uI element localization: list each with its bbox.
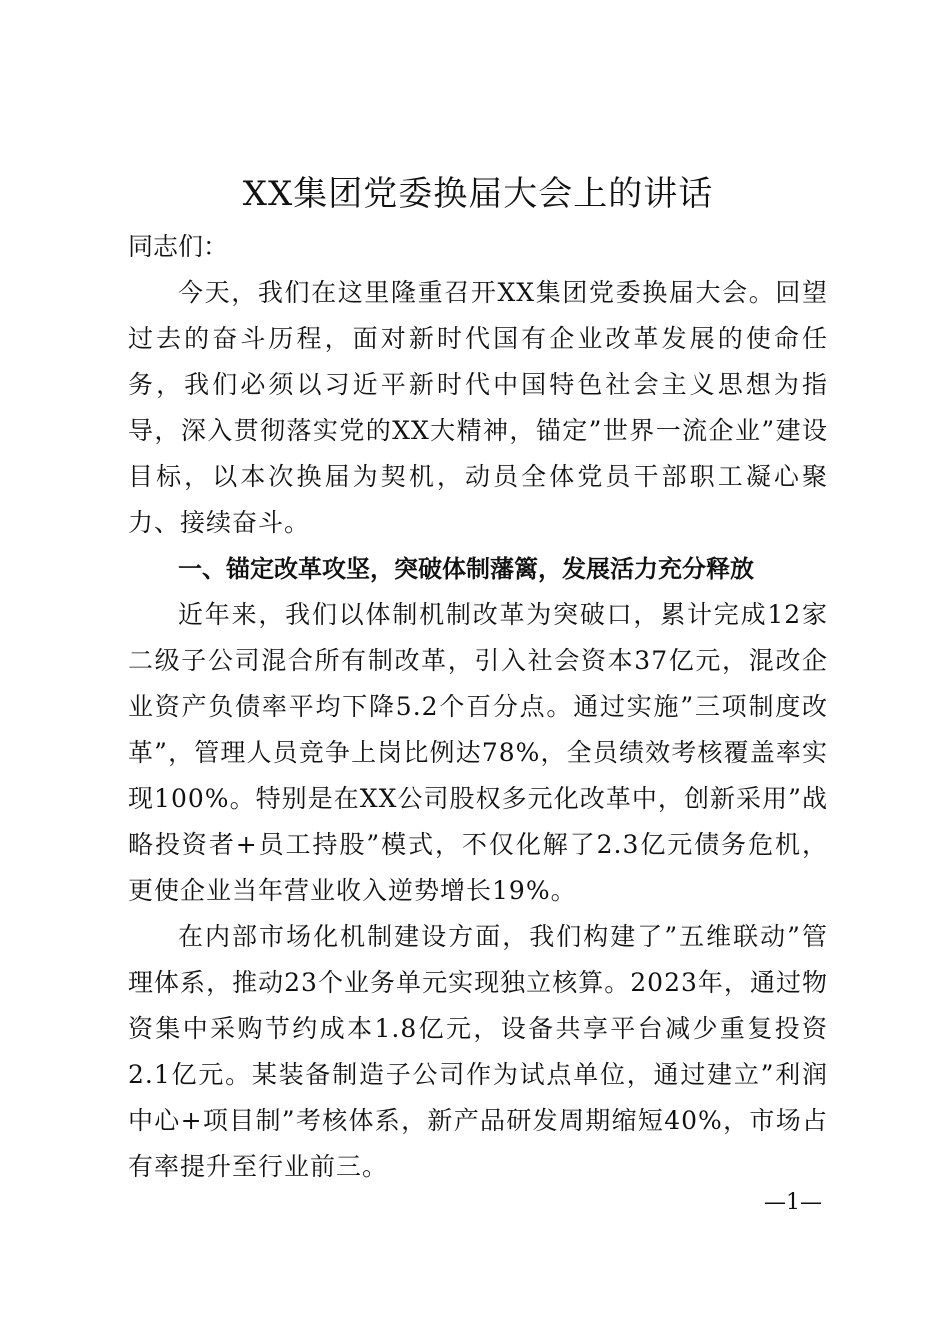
salutation: 同志们：: [128, 232, 229, 261]
section-heading-1: 一、锚定改革攻坚，突破体制藩篱，发展活力充分释放: [178, 555, 754, 583]
document-body: [128, 170, 828, 1190]
page-number: —1—: [764, 1190, 822, 1215]
intro-paragraph: 今天，我们在这里隆重召开XX集团党委换届大会。回望过去的奋斗历程，面对新时代国有企业改革发展的使命任务，我们必须以习近平新时代中国特色社会主义思想为指导，深入贯彻落实党的XX大精神，锚定”世界一流企业”建设目标，以本次换届为契机，动员全体党员干部职工凝心聚力、接续奋斗。: [128, 278, 828, 537]
section1-paragraph-2: 在内部市场化机制建设方面，我们构建了”五维联动”管理体系，推动23个业务单元实现独立核算。2023年，通过物资集中采购节约成本1.8亿元，设备共享平台减少重复投资2.1亿元。某装备制造子公司作为试点单位，通过建立”利润中心+项目制”考核体系，新产品研发周期缩短40%，市场占有率提升至行业前三。: [128, 922, 828, 1181]
document-title: XX集团党委换届大会上的讲话: [242, 174, 714, 214]
section1-paragraph-1: 近年来，我们以体制机制改革为突破口，累计完成12家二级子公司混合所有制改革，引入社会资本37亿元，混改企业资产负债率平均下降5.2个百分点。通过实施”三项制度改革”，管理人员竞争上岗比例达78%，全员绩效考核覆盖率实现100%。特别是在XX公司股权多元化改革中，创新采用”战略投资者+员工持股”模式，不仅化解了2.3亿元债务危机，更使企业当年营业收入逆势增长19%。: [128, 600, 828, 905]
